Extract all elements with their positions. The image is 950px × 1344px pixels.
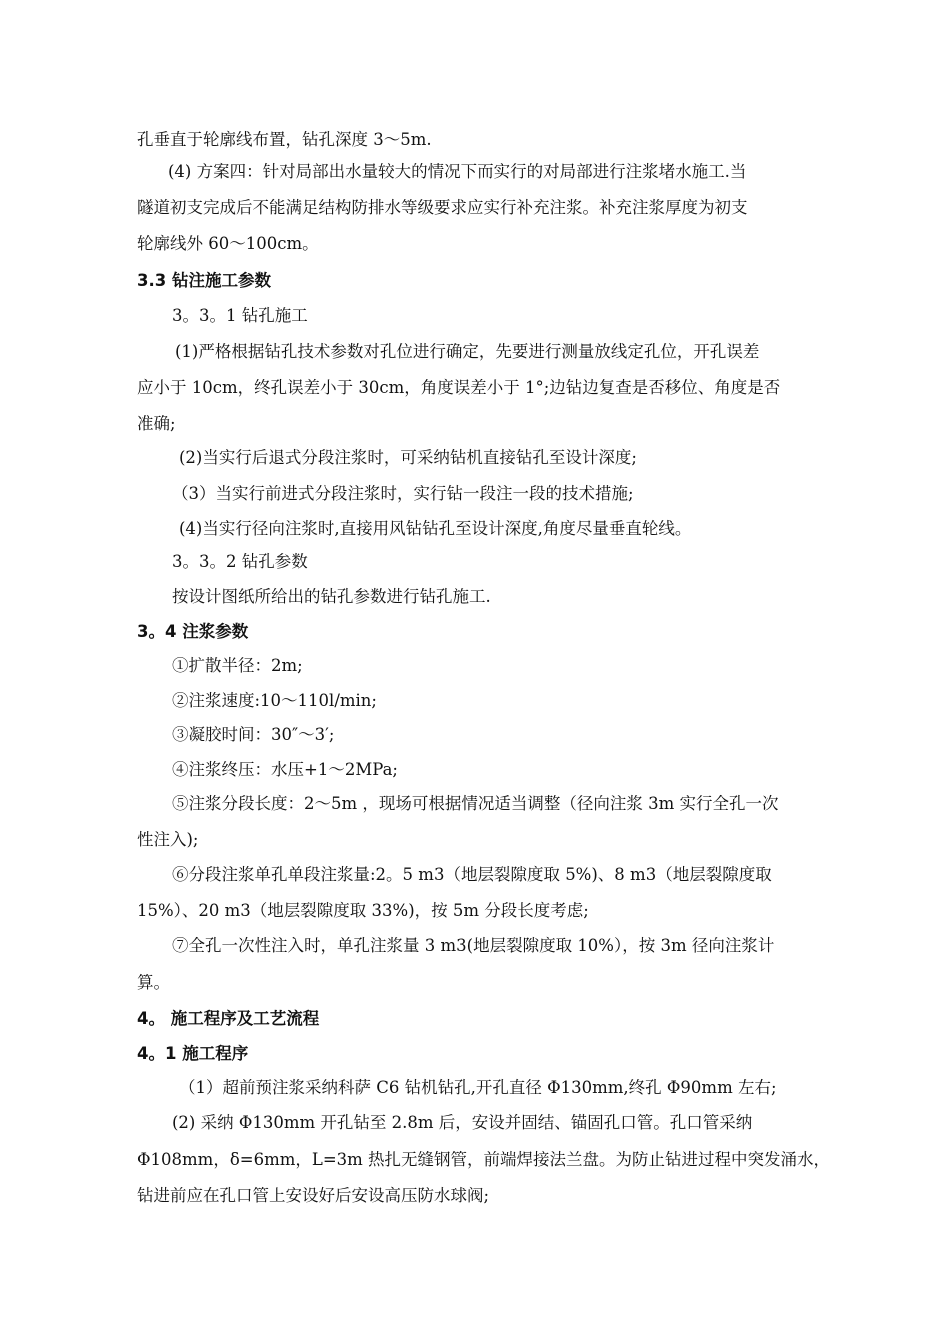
body-text-line: (2)当实行后退式分段注浆时，可采纳钻机直接钻孔至设计深度; [179, 448, 637, 467]
section-heading: 3.3 钻注施工参数 [137, 271, 271, 290]
body-text-line: 准确; [137, 414, 176, 433]
list-item: ⑥分段注浆单孔单段注浆量:2。5 m3（地层裂隙度取 5%)、8 m3（地层裂隙度取 [172, 865, 772, 884]
body-text-line: 应小于 10cm，终孔误差小于 30cm，角度误差小于 1°;边钻边复查是否移位、角度是否 [137, 378, 781, 397]
section-heading: 3。4 注浆参数 [137, 622, 249, 641]
body-text-line: (4) 方案四：针对局部出水量较大的情况下而实行的对局部进行注浆堵水施工.当 [168, 162, 747, 181]
body-text-line: （1）超前预注浆采纳科萨 C6 钻机钻孔,开孔直径 Φ130mm,终孔 Φ90mm 左右; [179, 1078, 777, 1097]
body-text-line: 按设计图纸所给出的钻孔参数进行钻孔施工. [172, 587, 491, 606]
body-text-line: 轮廓线外 60～100cm。 [137, 234, 319, 253]
body-text-line: (2) 采纳 Φ130mm 开孔钻至 2.8m 后，安设并固结、锚固孔口管。孔口管采纳 [172, 1113, 753, 1132]
body-text-line: (1)严格根据钻孔技术参数对孔位进行确定，先要进行测量放线定孔位，开孔误差 [175, 342, 760, 361]
body-text-line: 孔垂直于轮廓线布置，钻孔深度 3～5m. [137, 130, 432, 149]
list-item: ③凝胶时间：30″～3′; [172, 725, 335, 744]
body-text-line: Φ108mm，δ=6mm，L=3m 热扎无缝钢管，前端焊接法兰盘。为防止钻进过程中突发涌水， [137, 1150, 831, 1169]
chapter-heading: 4。 施工程序及工艺流程 [137, 1009, 320, 1028]
list-item: ①扩散半径：2m; [172, 656, 303, 675]
section-heading: 4。1 施工程序 [137, 1044, 249, 1063]
subsection-heading: 3。3。1 钻孔施工 [172, 306, 308, 325]
subsection-heading: 3。3。2 钻孔参数 [172, 552, 308, 571]
list-item: ⑦全孔一次性注入时，单孔注浆量 3 m3(地层裂隙度取 10%），按 3m 径向注浆计 [172, 936, 775, 955]
body-text-line: 算。 [137, 973, 170, 992]
body-text-line: (4)当实行径向注浆时,直接用风钻钻孔至设计深度,角度尽量垂直轮线。 [179, 519, 692, 538]
body-text-line: 隧道初支完成后不能满足结构防排水等级要求应实行补充注浆。补充注浆厚度为初支 [137, 198, 748, 217]
body-text-line: 钻进前应在孔口管上安设好后安设高压防水球阀; [137, 1186, 490, 1205]
list-item: ④注浆终压：水压+1～2MPa; [172, 760, 398, 779]
list-item: ⑤注浆分段长度：2～5m ，现场可根据情况适当调整（径向注浆 3m 实行全孔一次 [172, 794, 779, 813]
body-text-line: （3）当实行前进式分段注浆时，实行钻一段注一段的技术措施; [172, 484, 634, 503]
body-text-line: 性注入); [137, 830, 199, 849]
body-text-line: 15%）、20 m3（地层裂隙度取 33%)，按 5m 分段长度考虑; [137, 901, 589, 920]
list-item: ②注浆速度:10～110l/min; [172, 691, 377, 710]
